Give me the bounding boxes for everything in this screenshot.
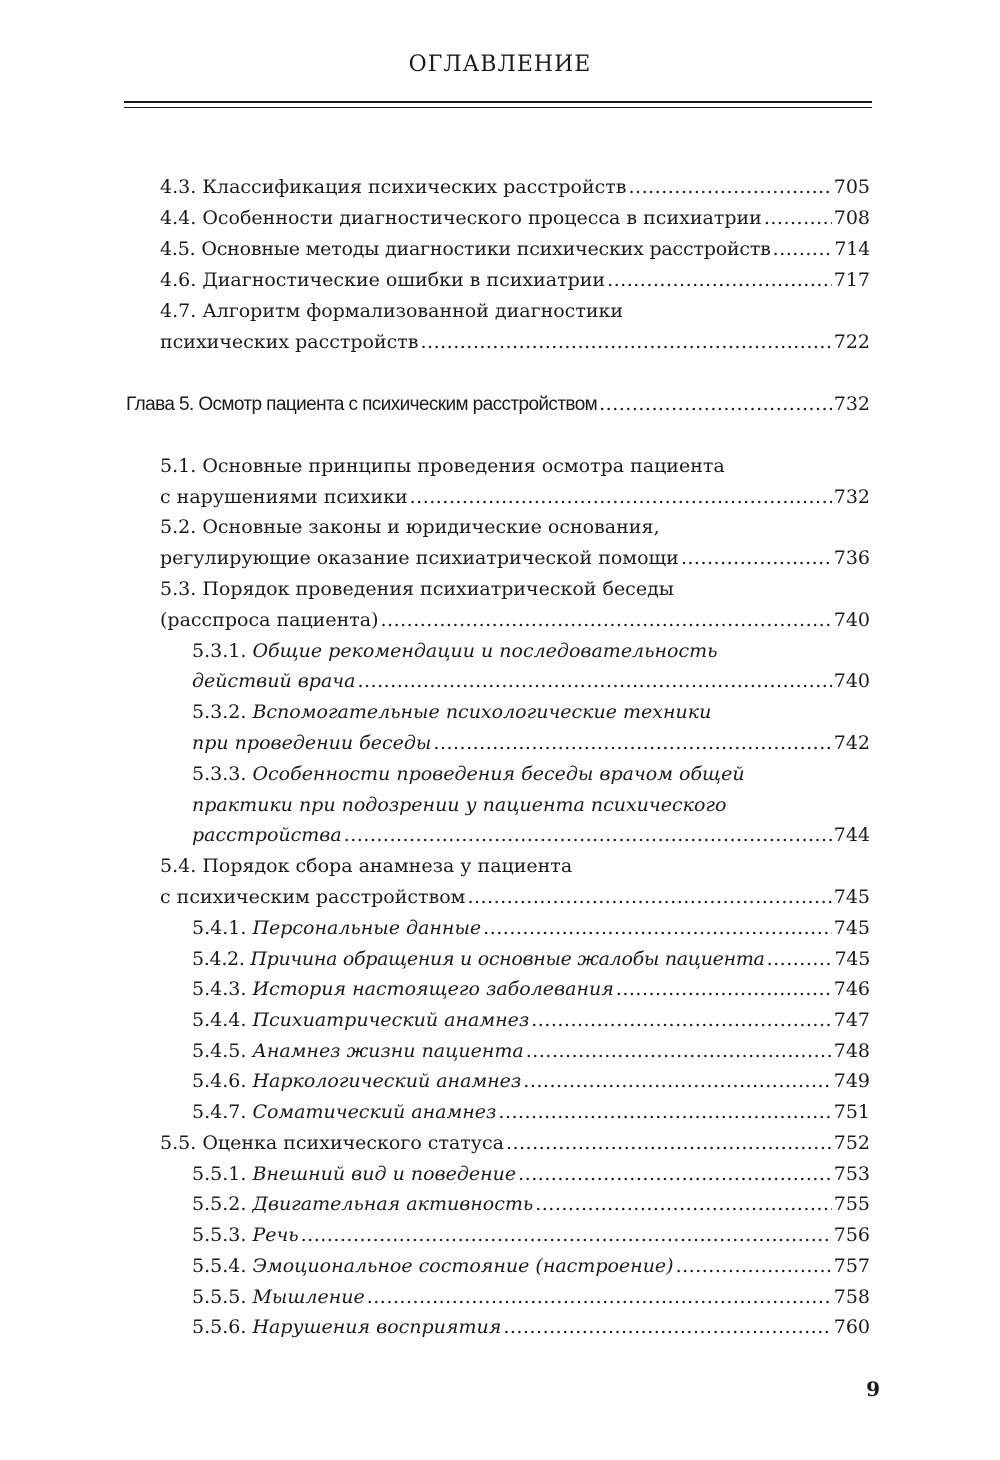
entry-page: 745 [833,917,870,939]
toc-entry-5-1[interactable] [160,482,870,513]
leader-dots [421,327,832,358]
entry-number: 5.4.6. [192,1070,247,1092]
entry-number: 5.3. [160,578,197,600]
toc-entry-5-3-2[interactable] [192,728,870,759]
entry-page: 740 [833,670,870,692]
toc-chapter-5[interactable] [126,389,870,420]
entry-title: История настоящего заболевания [252,978,614,1000]
entry-title: Классификация психических расстройств [202,176,627,198]
toc-entry-5-5-2[interactable] [192,1189,870,1220]
entry-page: 760 [833,1316,870,1338]
toc-entry-5-5-6[interactable] [192,1312,870,1343]
entry-page: 736 [833,547,870,569]
entry-number: 5.5. [160,1132,197,1154]
entry-number: 4.6. [160,269,197,291]
leader-dots [367,1282,832,1313]
entry-page: 752 [833,1132,870,1154]
entry-page: 740 [833,609,870,631]
entry-number: 5.5.4. [192,1255,247,1277]
entry-title-cont: (расспроса пациента) [160,609,379,631]
toc-entry-5-4-3[interactable] [192,974,870,1005]
entry-page: 732 [833,486,870,508]
toc-entry-5-4-1[interactable] [192,913,870,944]
leader-dots [467,882,831,913]
toc-entry-5-3[interactable] [160,605,870,636]
entry-page: 705 [833,176,870,198]
entry-page: 717 [833,269,870,291]
entry-title: Диагностические ошибки в психиатрии [202,269,606,291]
entry-title: Основные методы диагностики психических расстройств [201,238,771,260]
entry-title-cont: психических расстройств [160,331,419,353]
toc-entry-5-3-2-line1[interactable] [192,697,711,728]
entry-page: 745 [833,886,870,908]
entry-page: 753 [833,1163,870,1185]
leader-dots [483,913,832,944]
toc-entry-5-5-1[interactable] [192,1159,870,1190]
toc-entry-5-2-line1[interactable] [160,512,660,543]
entry-number: 5.4.2. [192,948,245,970]
entry-title: Эмоциональное состояние (настроение) [252,1255,674,1277]
entry-page: 746 [833,978,870,1000]
toc-entry-5-3-3[interactable] [192,820,870,851]
leader-dots [506,1128,832,1159]
entry-title: Основные законы и юридические основания, [202,516,660,538]
entry-page: 756 [833,1224,870,1246]
entry-number: 5.5.5. [192,1286,247,1308]
leader-dots [518,1159,832,1190]
leader-dots [616,974,832,1005]
entry-page: 747 [833,1009,870,1031]
toc-entry-5-4-line1[interactable] [160,851,572,882]
entry-page: 714 [834,238,870,260]
leader-dots [773,234,833,265]
toc-entry-5-1-line1[interactable] [160,451,725,482]
entry-number: 4.7. [160,300,197,322]
entry-title: Порядок сбора анамнеза у пациента [202,855,573,877]
toc-entry-5-4-6[interactable] [192,1066,870,1097]
entry-title: Психиатрический анамнез [252,1009,530,1031]
toc-entry-5-4-5[interactable] [192,1036,870,1067]
entry-title: Алгоритм формализованной диагностики [202,300,624,322]
toc-entry-5-4-4[interactable] [192,1005,870,1036]
toc-entry-5-4-2[interactable] [192,944,870,975]
toc-entry-5-3-3-line1[interactable] [192,759,745,790]
leader-dots [503,1312,831,1343]
entry-title: Порядок проведения психиатрической беседы [202,578,674,600]
entry-number: 4.4. [160,207,197,229]
entry-title: Наркологический анамнез [252,1070,522,1092]
chapter-title: Глава 5. Осмотр пациента с психическим расстройством [126,394,598,415]
entry-title: Двигательная активность [252,1193,534,1215]
entry-number: 5.4.4. [192,1009,247,1031]
toc-entry-5-3-1[interactable] [192,666,870,697]
leader-dots [629,172,832,203]
entry-number: 4.3. [160,176,197,198]
leader-dots [523,1066,831,1097]
leader-dots [381,605,832,636]
entry-title: Основные принципы проведения осмотра пациента [202,455,725,477]
leader-dots [301,1220,832,1251]
entry-title: Оценка психического статуса [202,1132,504,1154]
leader-dots [535,1189,832,1220]
toc-entry-4-7-line1[interactable] [160,296,623,327]
leader-dots [681,543,832,574]
toc-entry-5-4-7[interactable] [192,1097,870,1128]
entry-page: 751 [833,1101,870,1123]
toc-entry-5-4[interactable] [160,882,870,913]
entry-title: Нарушения восприятия [252,1316,502,1338]
toc-entry-5-3-3-line2[interactable]: практики при подозрении у пациента психического [192,794,727,816]
leader-dots [607,265,832,296]
entry-title: Анамнез жизни пациента [252,1040,524,1062]
leader-dots [526,1036,832,1067]
page-number: 9 [866,1377,880,1401]
entry-title: Мышление [252,1286,365,1308]
entry-title: Причина обращения и основные жалобы пациента [250,948,765,970]
toc-entry-5-5-5[interactable] [192,1282,870,1313]
leader-dots [410,482,832,513]
entry-title: Персональные данные [252,917,482,939]
leader-dots [357,666,831,697]
leader-dots [344,820,832,851]
page-header: ОГЛАВЛЕНИЕ [408,52,592,77]
entry-page: 708 [833,207,870,229]
entry-page: 744 [833,824,870,846]
toc-entry-5-2[interactable] [160,543,870,574]
leader-dots [676,1251,832,1282]
toc-entry-4-3[interactable] [160,172,870,203]
entry-page: 742 [833,732,870,754]
toc-entry-4-5[interactable] [160,234,870,265]
entry-number: 5.4.1. [192,917,247,939]
entry-number: 5.5.1. [192,1163,247,1185]
entry-number: 5.4.3. [192,978,247,1000]
entry-title: Внешний вид и поведение [252,1163,517,1185]
entry-number: 5.5.2. [192,1193,247,1215]
entry-title-cont: действий врача [192,670,356,692]
entry-page: 758 [833,1286,870,1308]
entry-page: 755 [833,1193,870,1215]
entry-number: 5.3.3. [192,763,247,785]
entry-title-cont: с нарушениями психики [160,486,408,508]
leader-dots [433,728,831,759]
toc-entry-5-3-line1[interactable] [160,574,674,605]
leader-dots [767,944,833,975]
toc-entry-4-4[interactable] [160,203,870,234]
entry-number: 5.1. [160,455,197,477]
entry-page: 745 [834,948,870,970]
entry-number: 4.5. [160,238,196,260]
entry-number: 5.3.2. [192,701,247,723]
entry-number: 5.2. [160,516,197,538]
entry-title: Соматический анамнез [252,1101,497,1123]
entry-number: 5.5.3. [192,1224,247,1246]
entry-number: 5.4. [160,855,197,877]
toc-entry-4-6[interactable] [160,265,870,296]
entry-page: 732 [833,393,870,415]
entry-number: 5.3.1. [192,640,247,662]
leader-dots [498,1097,831,1128]
entry-number: 5.4.5. [192,1040,247,1062]
entry-number: 5.4.7. [192,1101,247,1123]
entry-title: Особенности проведения беседы врачом общей [252,763,745,785]
entry-title: Общие рекомендации и последовательность [252,640,718,662]
entry-title: Речь [252,1224,299,1246]
toc-entry-5-3-1-line1[interactable] [192,636,717,667]
entry-page: 722 [833,331,870,353]
toc-entry-5-5-3[interactable] [192,1220,870,1251]
toc-entry-5-5-4[interactable] [192,1251,870,1282]
toc-entry-5-5[interactable] [160,1128,870,1159]
entry-title-cont: с психическим расстройством [160,886,466,908]
entry-title: Вспомогательные психологические техники [252,701,712,723]
entry-number: 5.5.6. [192,1316,247,1338]
entry-page: 757 [833,1255,870,1277]
entry-page: 749 [833,1070,870,1092]
entry-title: Особенности диагностического процесса в психиатрии [202,207,762,229]
toc-entry-4-7[interactable] [160,327,870,358]
entry-title-cont: при проведении беседы [192,732,432,754]
leader-dots [531,1005,832,1036]
entry-title-cont: регулирующие оказание психиатрической помощи [160,547,679,569]
leader-dots [599,389,832,420]
entry-page: 748 [833,1040,870,1062]
leader-dots [764,203,832,234]
entry-title-cont: расстройства [192,824,342,846]
